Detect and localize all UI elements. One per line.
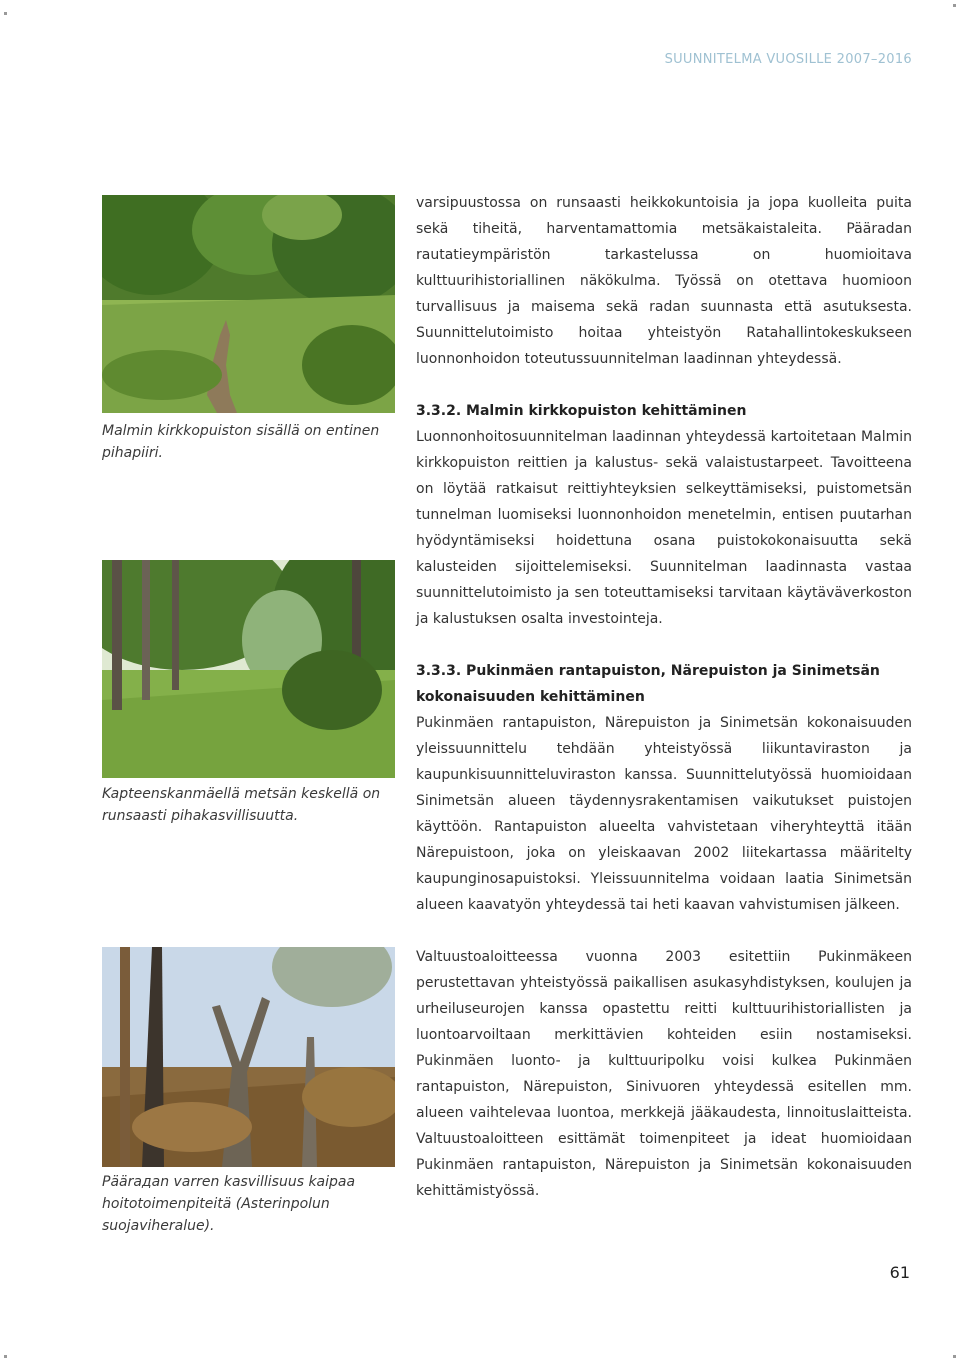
crop-mark (953, 4, 956, 7)
section-paragraph: Pukinmäen rantapuiston, Närepuiston ja Sinimetsän kokonaisuuden yleissuunnittelu tehdään yhteistyössä liikuntaviraston ja kaupunkisuunnitteluviraston kanssa. Suunnittelutyössä huomioidaan Sinimetsän alueen täydennysrakentamisen vaikutukset puistojen käyttöön. Rantapuiston alueelta vahvistetaan viheryhteyttä itään Närepuistoon, joka on yleiskaavan 2002 liitekartassa määritelty kaupunginosapuistoksi. Yleissuunnitelma voidaan laatia Sinimetsän alueen kaavatyön yhteydessä tai heti kaavan vahvistumisen jälkeen. (416, 715, 912, 913)
photo-park-path (102, 195, 395, 413)
crop-mark (4, 1355, 7, 1358)
crop-mark (953, 1355, 956, 1358)
page-number: 61 (889, 1263, 910, 1282)
photo-forest-meadow (102, 560, 395, 778)
section-heading: 3.3.2. Malmin kirkkopuiston kehittäminen (416, 403, 747, 419)
text-column (416, 190, 912, 1204)
intro-paragraph: varsipuustossa on runsaasti heikkokuntoisia ja jopa kuolleita puita sekä tiheitä, harventamattomia metsäkaistaleita. Pääradan rautatieympäristön tarkastelussa on huomioitava kulttuurihistoriallinen näkökulma. Työssä on otettava huomioon turvallisuus ja maisema sekä radan suunnasta että asutuksesta. Suunnittelutoimisto hoitaa yhteistyön Ratahallintokeskukseen luonnonhoidon toteutussuunnitelman laadinnan yhteydessä. (416, 195, 912, 367)
running-header: SUUNNITELMA VUOSILLE 2007–2016 (664, 52, 912, 67)
figure-caption: Malmin kirkkopuiston sisällä on entinen pihapiiri. (102, 423, 380, 461)
crop-mark (4, 12, 7, 15)
figure-caption: Kapteenskanmäellä metsän keskellä on runsaasti pihakasvillisuutta. (102, 786, 381, 824)
photo-railway-vegetation (102, 947, 395, 1167)
section-paragraph: Luonnonhoitosuunnitelman laadinnan yhteydessä kartoitetaan Malmin kirkkopuiston reittien ja kalustus- sekä valaistustarpeet. Tavoitteena on löytää ratkaisut reittiyhteyksien selkeyttämiseksi, puistometsän tunnelman luomiseksi luonnonhoidon menetelmin, entisen puutarhan hyödyntämiseksi hoidettuna osana puistokokonaisuutta sekä kalusteiden sijoittelemiseksi. Suunnitelman laadinnasta vastaa suunnittelutoimisto ja sen toteuttamiseksi tarvitaan käytäväverkoston ja kalustuksen osalta investointeja. (416, 429, 912, 627)
section-paragraph: Valtuustoaloitteessa vuonna 2003 esitettiin Pukinmäkeen perustettavan yhteistyössä paikallisen asukasyhdistyksen, koulujen ja urheiluseurojen kanssa opastettu reitti kulttuurihistoriallisten ja luontoarvoiltaan merkittävien kohteiden esiin nostamiseksi. Pukinmäen luonto- ja kulttuuripolku voisi kulkea Pukinmäen rantapuiston, Närepuiston, Sinivuoren yhteydessä esitellen mm. alueen vaihtelevaa luontoa, merkkejä jääkaudesta, linnoituslaitteista. Valtuustoaloitteen esittämät toimenpiteet ja ideat huomioidaan Pukinmäen rantapuiston, Närepuiston ja Sinimetsän kokonaisuuden kehittämistyössä. (416, 949, 912, 1199)
section-heading: 3.3.3. Pukinmäen rantapuiston, Närepuiston ja Sinimetsän kokonaisuuden kehittäminen (416, 663, 880, 705)
figure-caption: Päärадan varren kasvillisuus kaipaa hoitotoimenpiteitä (Asterinpolun suojaviheralue). (102, 1174, 356, 1234)
